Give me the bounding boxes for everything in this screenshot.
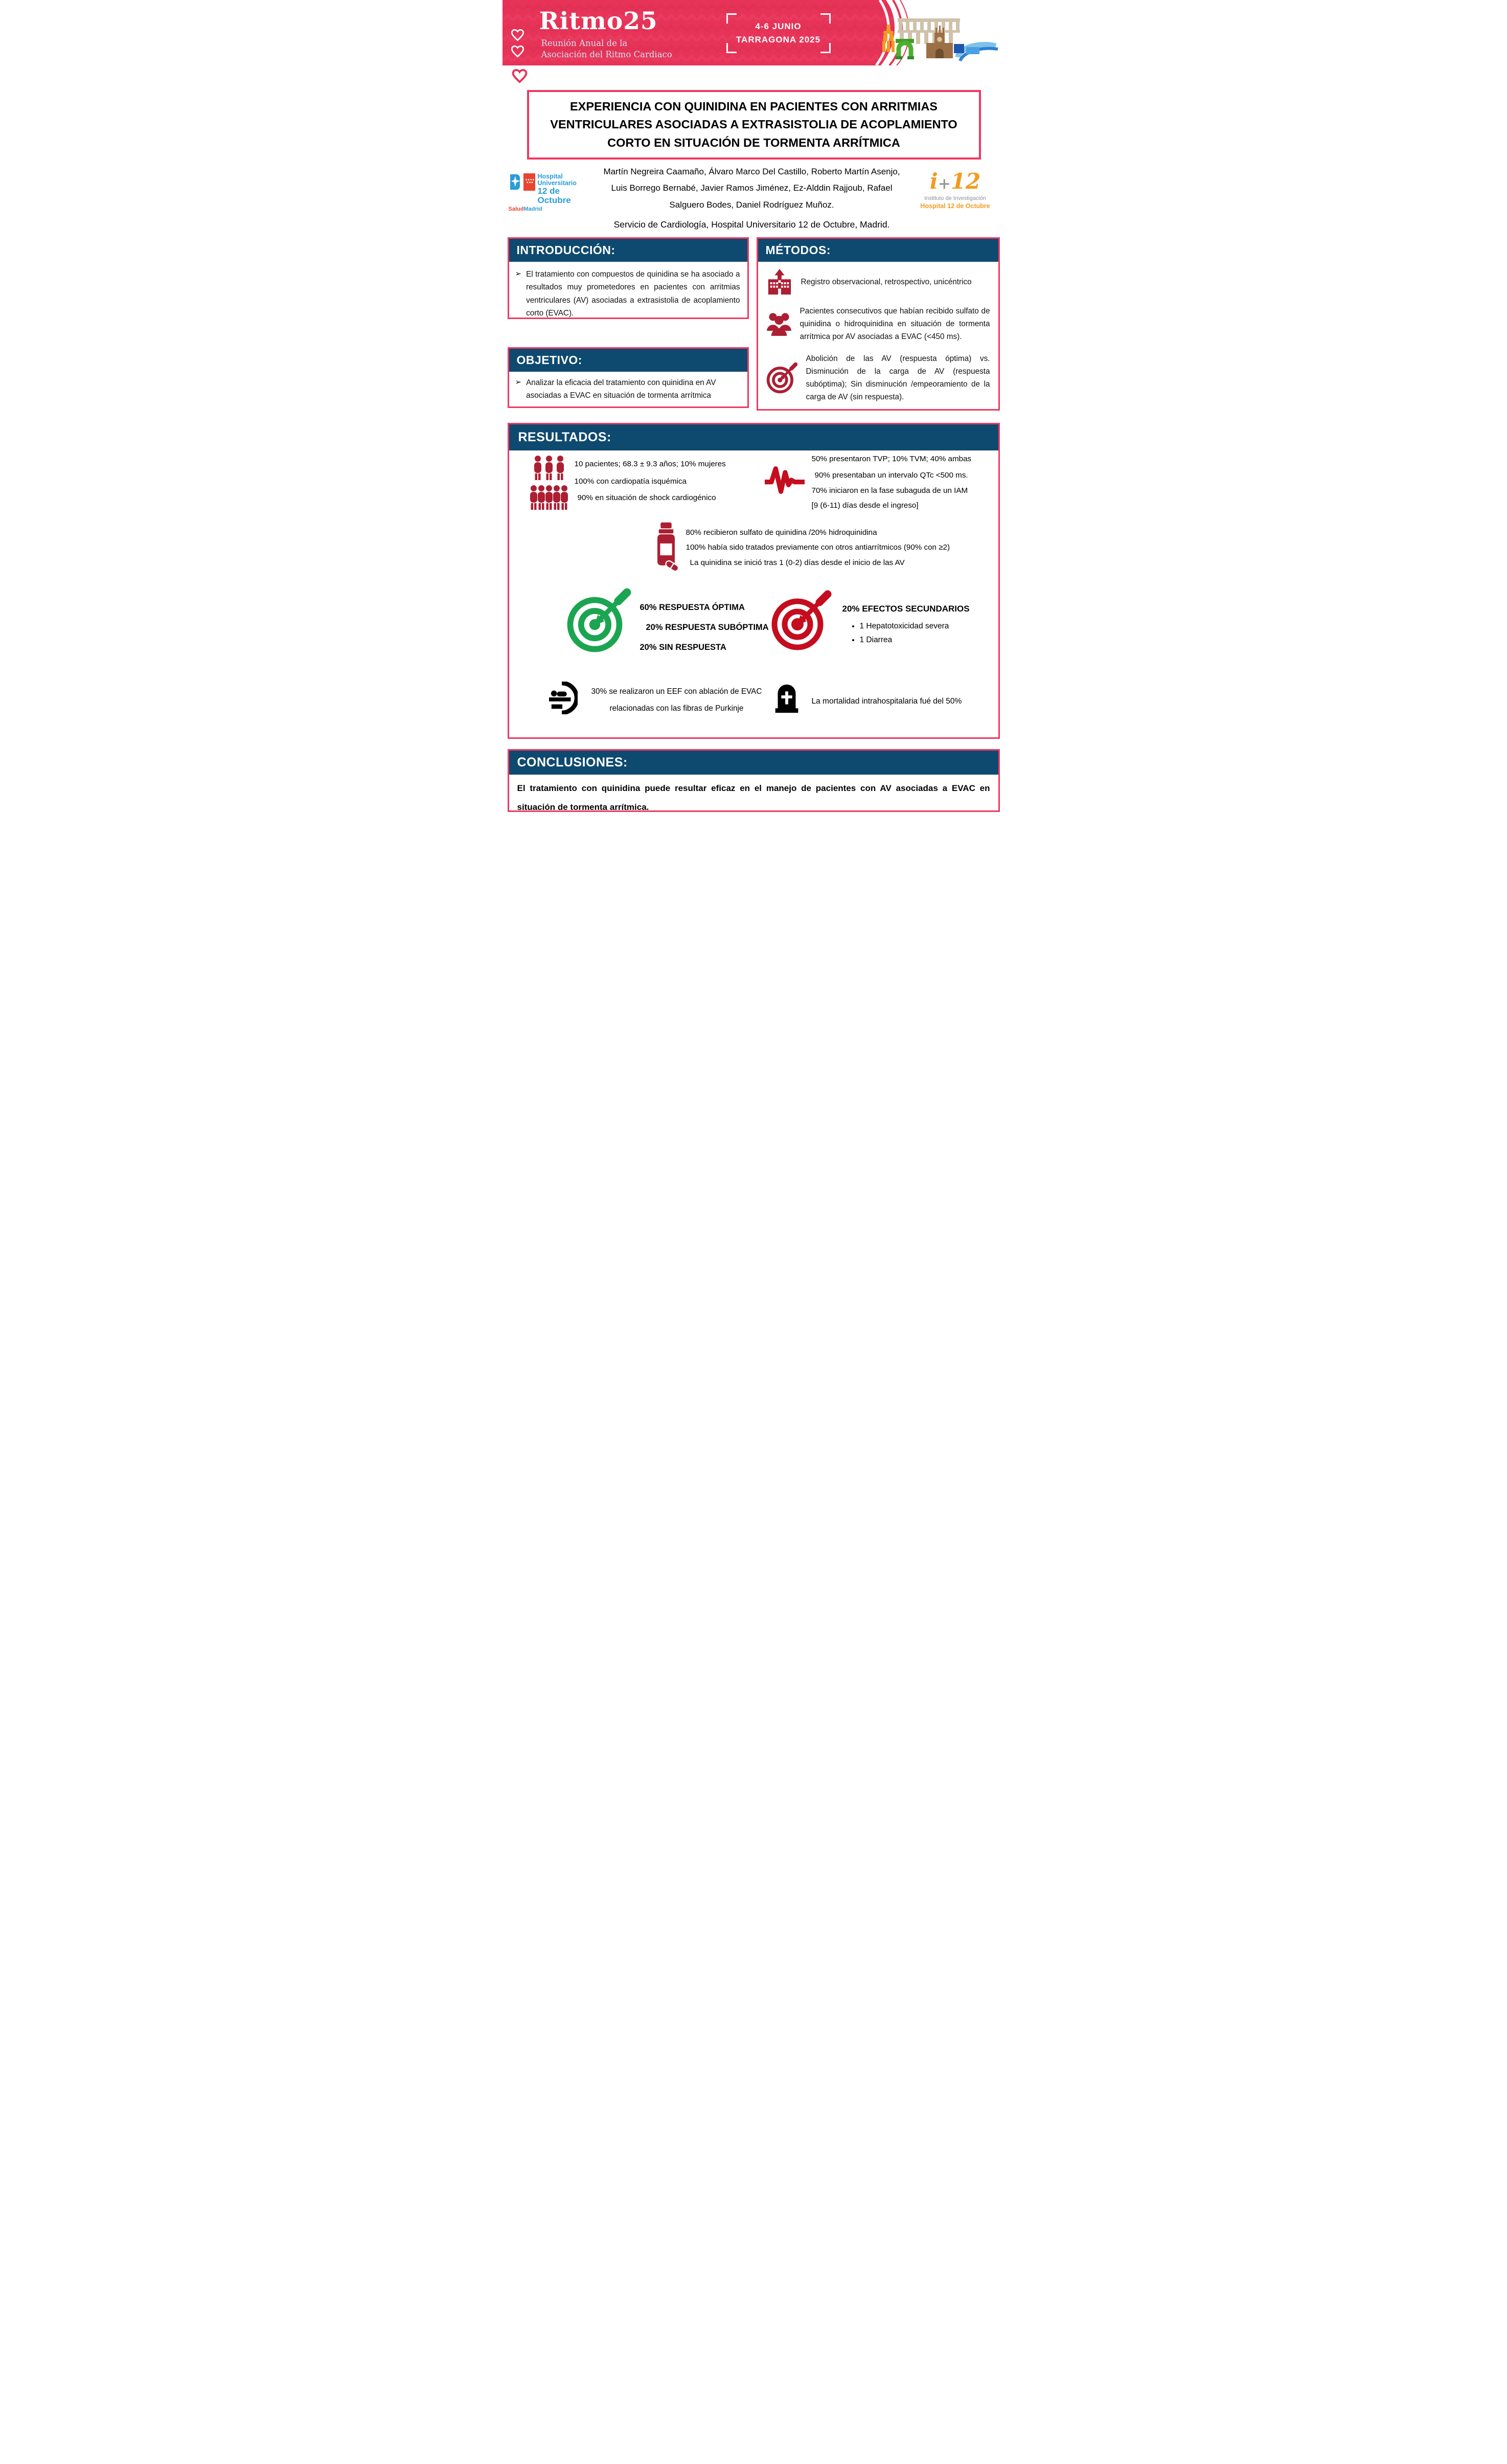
metodos-header: MÉTODOS:	[758, 239, 998, 262]
saludmadrid-mark-icon	[509, 172, 522, 192]
tarragona-landmarks-illustration	[877, 17, 1000, 62]
side-effects-title: 20% EFECTOS SECUNDARIOS	[842, 604, 970, 614]
saludmadrid-label	[509, 206, 595, 212]
metodos-item-text: Registro observacional, retrospectivo, unicéntrico	[801, 278, 972, 287]
bracket-corner-icon	[726, 43, 737, 53]
conclusiones-text: El tratamiento con quinidina puede resultar eficaz en el manejo de pacientes con AV asociadas a EVAC en situación de tormenta arrítmica.	[517, 783, 990, 812]
arrow-bullet-icon: ➢	[515, 378, 522, 387]
side-effect-item: • 1 Diarrea	[860, 633, 949, 647]
patients-icon	[766, 312, 792, 336]
event-subtitle-line2: Asociación del Ritmo Cardiaco	[541, 50, 672, 60]
target-icon	[766, 362, 798, 394]
bracket-corner-icon	[726, 13, 737, 24]
i12-i: i	[929, 169, 938, 194]
affiliation: Servicio de Cardiología, Hospital Universitario 12 de Octubre, Madrid.	[613, 219, 890, 230]
medication-bottle-icon	[653, 521, 679, 573]
hospital-logo-line2: 12 de Octubre	[537, 186, 571, 206]
side-effects-list	[851, 619, 949, 647]
resultados-header: RESULTADOS:	[509, 424, 998, 450]
tombstone-icon	[774, 680, 800, 713]
patients-group-icon	[530, 455, 568, 512]
result-medication-line: 100% había sido tratados previamente con otros antiarrítmicos (90% con ≥2)	[686, 543, 950, 552]
i12-plus: +	[938, 175, 951, 193]
introduccion-text: El tratamiento con compuestos de quinidina se ha asociado a resultados muy prometedores en pacientes con arritmias ventriculares (AV) asociadas a extrasistolia de acoplamiento corto (EVAC).	[526, 270, 740, 318]
ecg-icon	[765, 465, 805, 494]
result-medication-line: La quinidina se inició tras 1 (0-2) días desde el inicio de las AV	[690, 558, 905, 567]
result-eef-line1: 30% se realizaron un EEF con ablación de EVAC	[591, 687, 762, 696]
authors-line2: Luis Borrego Bernabé, Javier Ramos Jiménez, Ez-Alddin Rajjoub, Rafael	[611, 183, 893, 193]
event-date-line2: TARRAGONA 2025	[736, 35, 821, 44]
event-logo-title: Ritmo25	[539, 7, 658, 35]
green-target-icon	[566, 587, 632, 653]
introduccion-header: INTRODUCCIÓN:	[509, 239, 747, 262]
authors-line3: Salguero Bodes, Daniel Rodríguez Muñoz.	[669, 199, 834, 210]
i12-institute-logo	[912, 171, 998, 210]
result-ecg-line: 70% iniciaron en la fase subaguda de un IAM	[811, 486, 968, 495]
result-mortality: La mortalidad intrahospitalaria fué del 50%	[811, 697, 962, 706]
red-target-icon	[771, 590, 832, 651]
resultados-section	[508, 423, 1000, 739]
introduccion-section	[508, 237, 749, 319]
poster-title: EXPERIENCIA CON QUINIDINA EN PACIENTES CON ARRITMIAS VENTRICULARES ASOCIADAS A EXTRASISTOLIA DE ACOPLAMIENTO CORTO EN SITUACIÓN DE TORMENTA ARRÍTMICA	[550, 100, 957, 149]
i12-twelve: 12	[950, 169, 981, 194]
resultados-body	[509, 450, 998, 737]
event-subtitle-line1: Reunión Anual de la	[541, 38, 628, 48]
bracket-corner-icon	[820, 43, 831, 53]
objetivo-text: Analizar la eficacia del tratamiento con quinidina en AV asociadas a EVAC en situación de tormenta arrítmica	[526, 378, 716, 400]
poster	[503, 0, 1005, 821]
result-patients-line: 100% con cardiopatía isquémica	[574, 477, 687, 486]
header-banner	[503, 0, 1005, 65]
ablation-icon	[549, 682, 578, 714]
result-ecg-line: 50% presentaron TVP; 10% TVM; 40% ambas	[811, 455, 972, 463]
conclusiones-header: CONCLUSIONES:	[509, 751, 998, 775]
madrid-flag-icon	[523, 172, 535, 192]
objetivo-header: OBJETIVO:	[509, 349, 747, 372]
result-patients-line: 90% en situación de shock cardiogénico	[577, 493, 716, 502]
salud-label: Salud	[508, 206, 524, 212]
hospital-logo-line1: Hospital Universitario	[537, 173, 577, 187]
event-date-line1: 4-6 JUNIO	[755, 21, 802, 31]
result-response-line: 20% RESPUESTA SUBÓPTIMA	[646, 623, 769, 632]
event-date-badge	[726, 13, 831, 53]
metodos-item-text: Abolición de las AV (respuesta óptima) vs. Disminución de la carga de AV (respuesta subóptima); Sin disminución /empeoramiento de la carga de AV (sin respuesta).	[806, 354, 990, 402]
madrid-label: Madrid	[523, 206, 542, 212]
side-effect-item: • 1 Hepatotoxicidad severa	[860, 619, 949, 633]
metodos-item-text: Pacientes consecutivos que habían recibido sulfato de quinidina o hidroquinidina en situación de tormenta arrítmica por AV asociadas a EVAC (<450 ms).	[800, 307, 990, 342]
result-patients-line: 10 pacientes; 68.3 ± 9.3 años; 10% mujeres	[574, 460, 726, 468]
arrow-bullet-icon: ➢	[515, 269, 522, 278]
hospital-12-octubre-logo	[509, 172, 595, 212]
result-eef-text	[581, 684, 773, 717]
conclusiones-section	[508, 749, 1000, 812]
result-ecg-line: 90% presentaban un intervalo QTc <500 ms.	[814, 471, 968, 480]
authors-line1: Martín Negreira Caamaño, Álvaro Marco Del Castillo, Roberto Martín Asenjo,	[603, 167, 900, 176]
event-logo-subtitle	[541, 38, 672, 61]
amphitheatre-icon	[954, 44, 998, 61]
result-medication-line: 80% recibieron sulfato de quinidina /20% hidroquinidina	[686, 528, 877, 537]
result-response-line: 60% RESPUESTA ÓPTIMA	[640, 603, 745, 612]
heart-icon	[511, 45, 524, 58]
objetivo-section	[508, 347, 749, 408]
arch-icon	[896, 39, 914, 59]
authors-block	[588, 164, 916, 230]
i12-mark	[912, 171, 998, 192]
castellers-icon	[882, 25, 895, 52]
hospital-icon	[766, 269, 793, 296]
poster-title-box	[527, 90, 981, 160]
i12-institute-label: Instituto de Investigación	[924, 195, 987, 201]
result-eef-line2: relacionadas con las fibras de Purkinje	[609, 704, 744, 713]
result-response-line: 20% SIN RESPUESTA	[640, 643, 726, 652]
heart-icon	[511, 29, 524, 41]
result-ecg-line: [9 (6-11) días desde el ingreso]	[811, 501, 919, 510]
metodos-section	[757, 237, 1000, 411]
heart-icon	[512, 69, 528, 83]
i12-hospital-label: Hospital 12 de Octubre	[920, 202, 990, 210]
bracket-corner-icon	[820, 13, 831, 24]
